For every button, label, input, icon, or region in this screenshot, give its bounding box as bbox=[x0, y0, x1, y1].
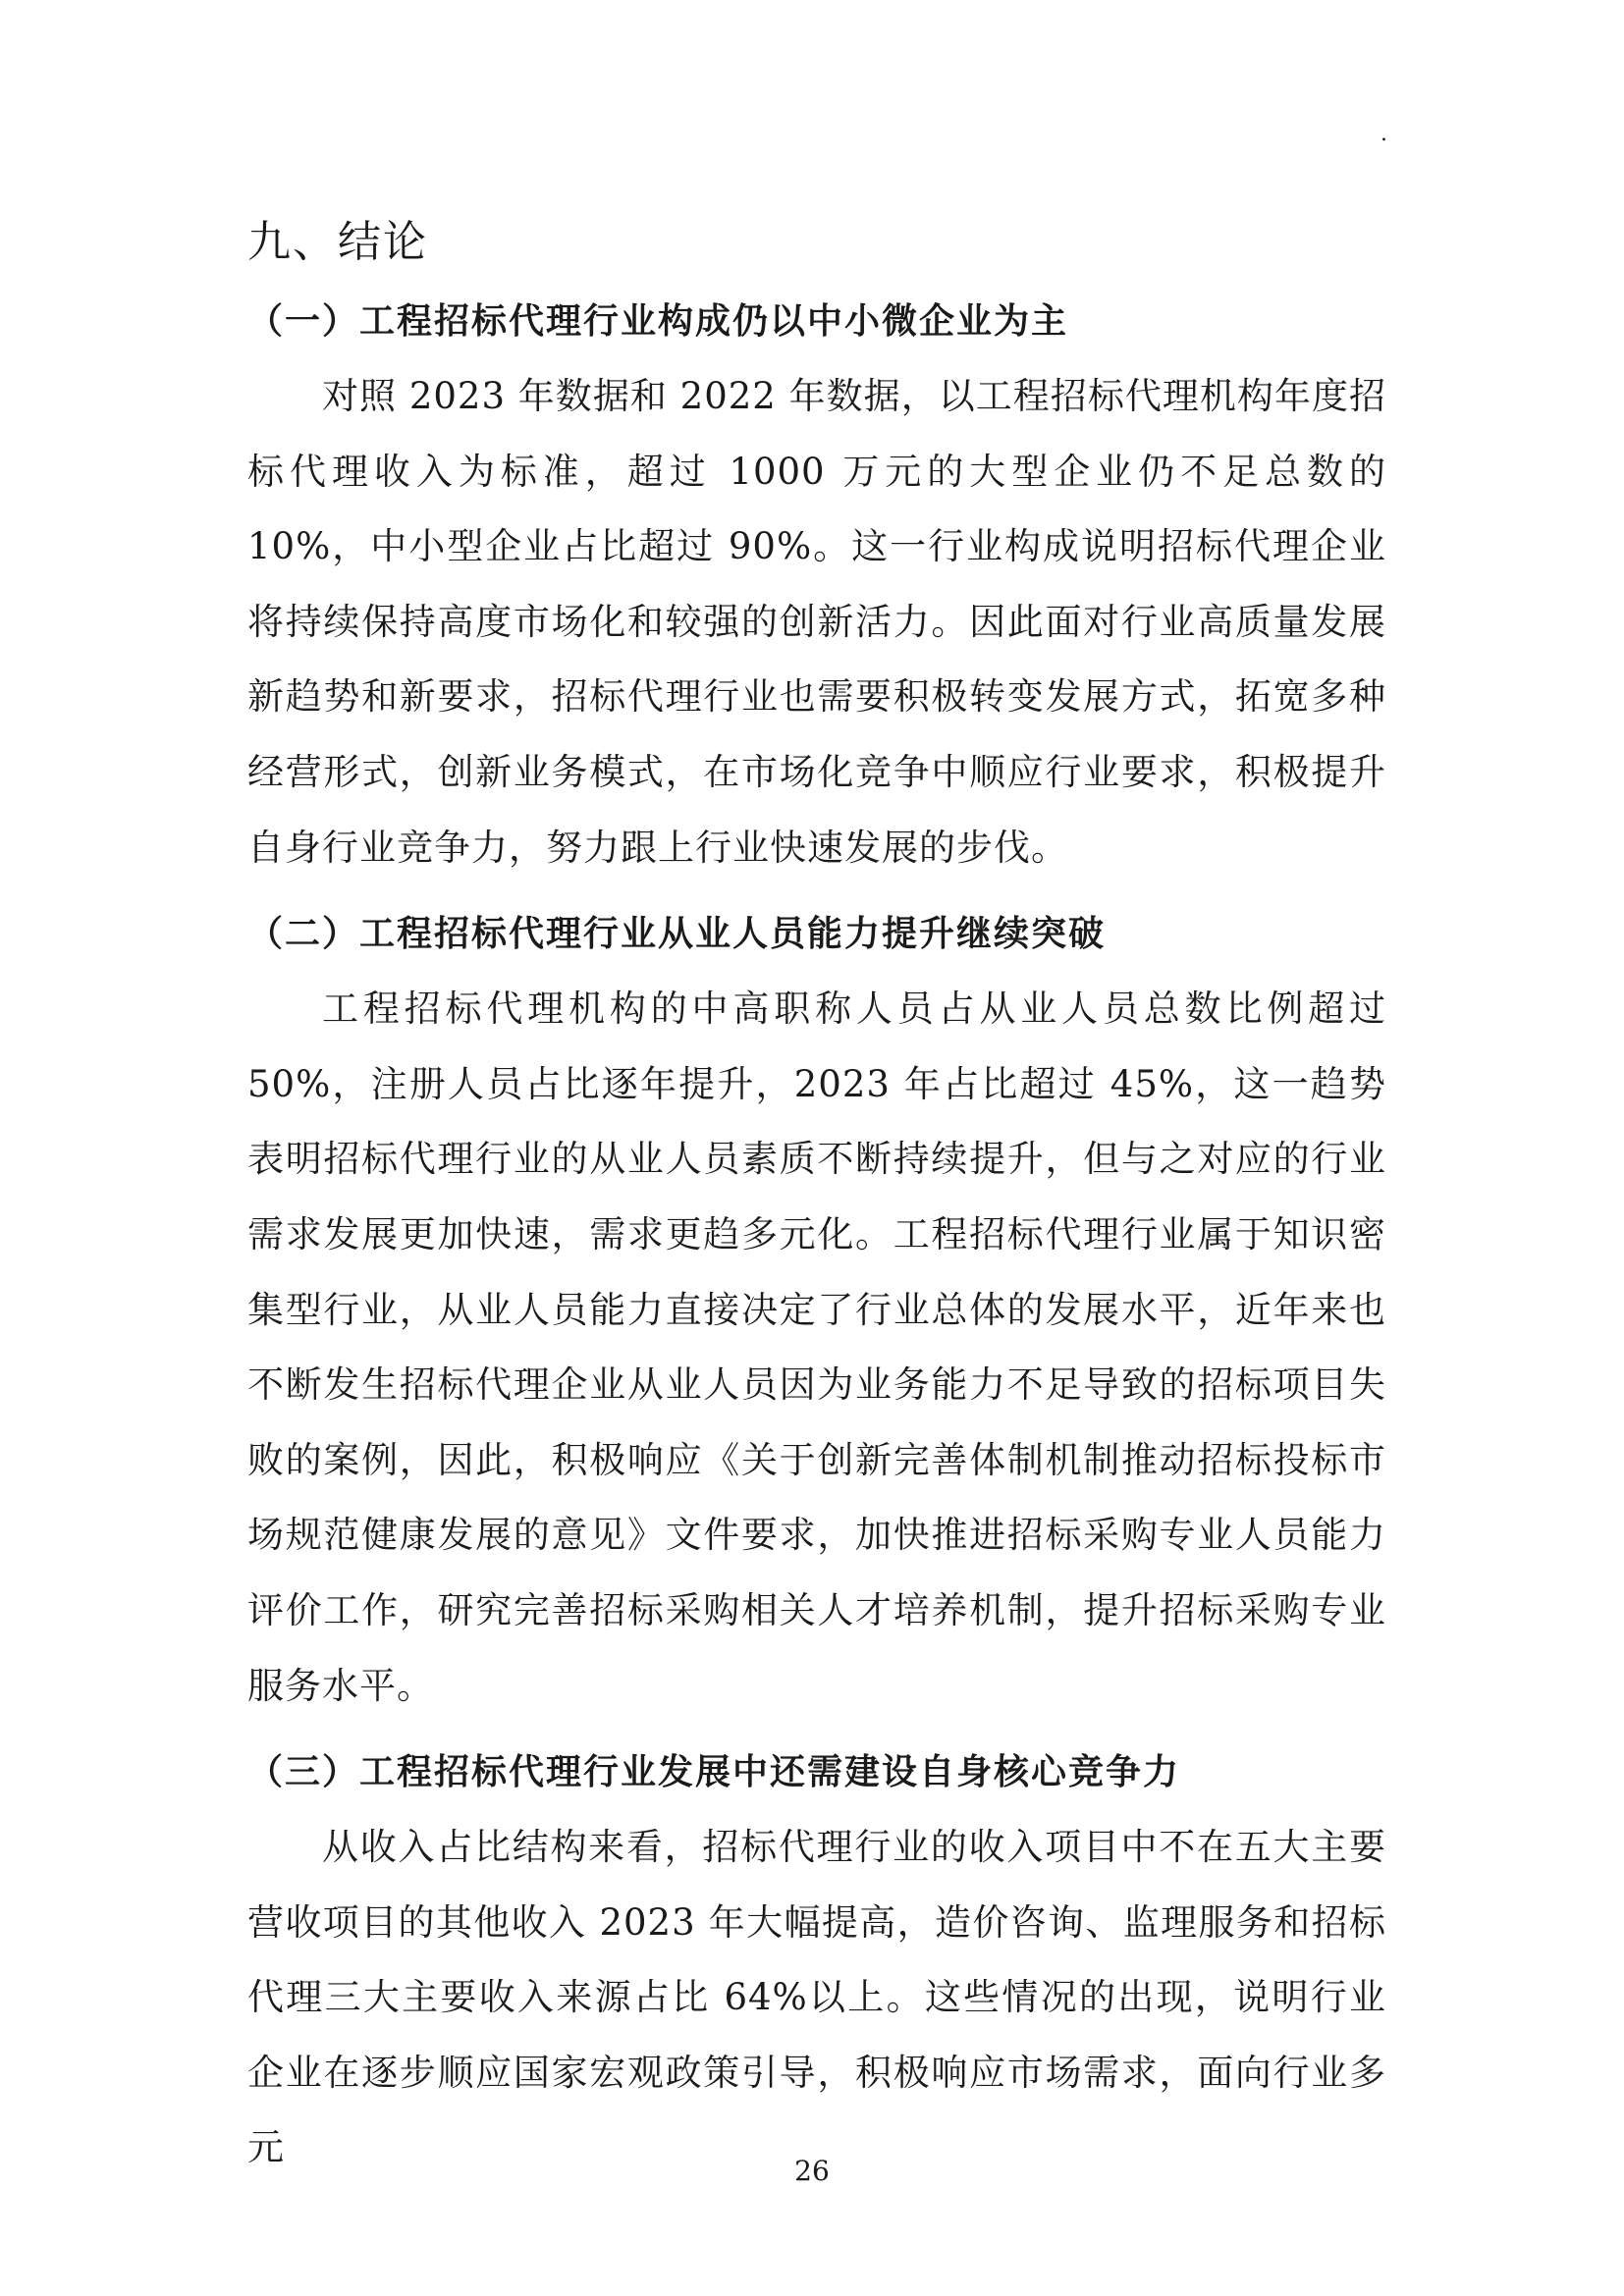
section-paragraph: 工程招标代理机构的中高职称人员占从业人员总数比例超过 50%，注册人员占比逐年提升，2023 年占比超过 45%，这一趋势表明招标代理行业的从业人员素质不断持续提升，但与之对应的行业需求发展更加快速，需求更趋多元化。工程招标代理行业属于知识密集型行业，从业人员能力直接决定了行业总体的发展水平，近年来也不断发生招标代理企业从业人员因为业务能力不足导致的招标项目失败的案例，因此，积极响应《关于创新完善体制机制推动招标投标市场规范健康发展的意见》文件要求，加快推进招标采购专业人员能力评价工作，研究完善招标采购相关人才培养机制，提升招标采购专业服务水平。 bbox=[247, 988, 1386, 1707]
section-title: （三）工程招标代理行业发展中还需建设自身核心竞争力 bbox=[247, 1752, 1181, 1793]
section-2 bbox=[247, 897, 1386, 1724]
page-number: 26 bbox=[794, 2155, 830, 2187]
chapter-title: 九、结论 bbox=[247, 217, 428, 267]
corner-mark: . bbox=[1380, 122, 1387, 146]
section-spacer bbox=[247, 1724, 1386, 1735]
section-title: （一）工程招标代理行业构成仍以中小微企业为主 bbox=[247, 301, 1069, 342]
section-1 bbox=[247, 285, 1386, 885]
section-title: （二）工程招标代理行业从业人员能力提升继续突破 bbox=[247, 914, 1107, 955]
page-content bbox=[247, 206, 1386, 2186]
section-spacer bbox=[247, 885, 1386, 897]
section-paragraph: 从收入占比结构来看，招标代理行业的收入项目中不在五大主要营收项目的其他收入 2023 年大幅提高，造价咨询、监理服务和招标代理三大主要收入来源占比 64%以上。这些情况的出现，说明行业企业在逐步顺应国家宏观政策引导，积极响应市场需求，面向行业多元 bbox=[247, 1826, 1386, 2169]
section-3 bbox=[247, 1735, 1386, 2186]
section-paragraph: 对照 2023 年数据和 2022 年数据，以工程招标代理机构年度招标代理收入为标准，超过 1000 万元的大型企业仍不足总数的 10%，中小型企业占比超过 90%。这一行业构成说明招标代理企业将持续保持高度市场化和较强的创新活力。因此面对行业高质量发展新趋势和新要求，招标代理行业也需要积极转变发展方式，拓宽多种经营形式，创新业务模式，在市场化竞争中顺应行业要求，积极提升自身行业竞争力，努力跟上行业快速发展的步伐。 bbox=[247, 375, 1386, 869]
